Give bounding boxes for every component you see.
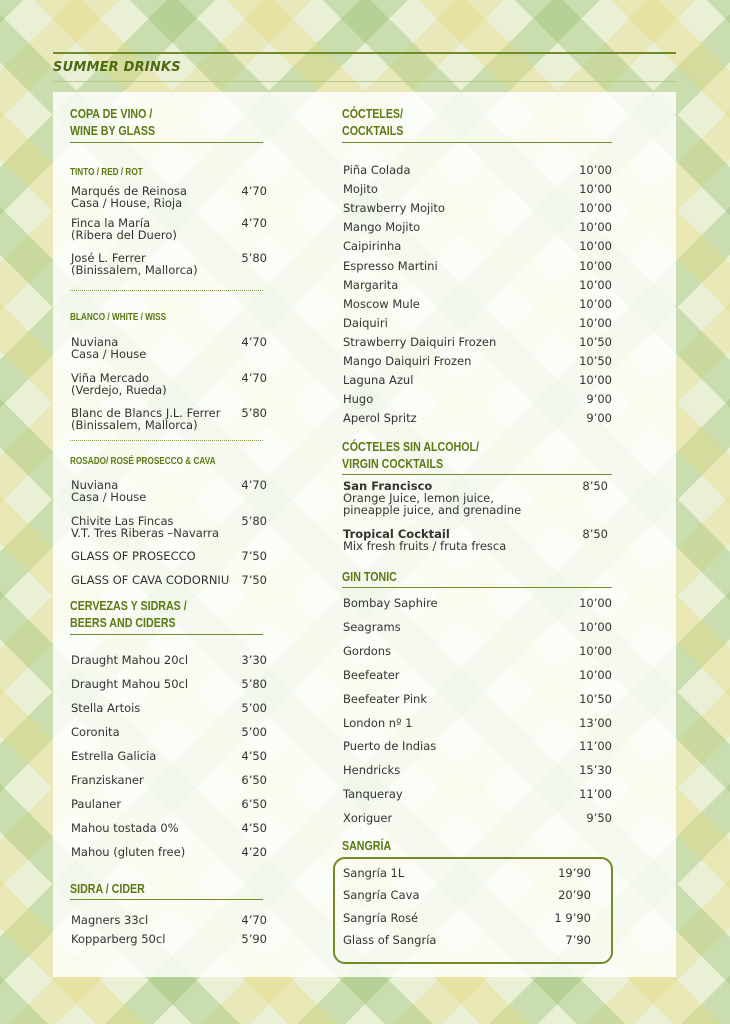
dotted-divider: [70, 290, 263, 291]
cider-title: SIDRA / CIDER: [70, 881, 145, 896]
cocktail-price: 10’50: [579, 334, 612, 349]
beer-price: 5’00: [241, 725, 267, 739]
sangria-price: 1 9’90: [554, 910, 591, 925]
beer-price: 6’50: [241, 797, 267, 811]
gin-item: Xoriguer: [343, 811, 393, 826]
beers-title-line1: CERVEZAS Y SIDRAS /: [70, 598, 187, 613]
cider-item: Kopparberg 50cl: [71, 932, 166, 946]
cocktail-item: Strawberry Mojito: [343, 201, 445, 216]
virgin-title-line2: VIRGIN COCKTAILS: [342, 456, 444, 471]
wine-price: 7’50: [241, 549, 267, 563]
wine-item: Nuviana Casa / House: [71, 335, 147, 361]
sangria-title: SANGRÍA: [342, 838, 392, 853]
wine-price: 7’50: [241, 573, 267, 587]
cocktail-price: 10’50: [579, 354, 612, 368]
beer-item: Draught Mahou 20cl: [71, 653, 189, 667]
cocktail-price: 9’00: [586, 411, 612, 426]
cocktail-item: Moscow Mule: [343, 296, 420, 311]
cocktails-title-line1: CÓCTELES/: [342, 106, 404, 121]
virgin-item: San Francisco Orange Juice, lemon juice, pineapple juice, and grenadine: [343, 479, 522, 517]
virgin-item: Tropical Cocktail Mix fresh fruits / fruta fresca: [343, 527, 507, 553]
cocktail-item: Hugo: [343, 392, 374, 407]
virgin-title: [342, 438, 479, 472]
cocktail-item: Espresso Martini: [343, 258, 438, 273]
cocktail-price: 10’00: [579, 220, 612, 235]
cider-item: Magners 33cl: [71, 913, 149, 927]
cider-price: 5’90: [241, 932, 267, 946]
beer-item: Franziskaner: [71, 773, 144, 787]
gin-price: 10’00: [579, 667, 612, 682]
beers-title-line2: BEERS AND CIDERS: [70, 615, 176, 630]
beer-price: 3’30: [241, 653, 267, 667]
page-title: SUMMER DRINKS: [53, 60, 181, 75]
top-rule: [53, 52, 676, 54]
cocktails-rule: [342, 142, 612, 143]
gin-price: 15’30: [579, 763, 612, 778]
gin-price: 9’50: [586, 811, 612, 826]
cocktail-item: Strawberry Daiquiri Frozen: [343, 334, 497, 349]
gin-price: 10’00: [579, 643, 612, 658]
gin-item: Beefeater Pink: [343, 691, 428, 706]
gin-price: 10’50: [579, 691, 612, 706]
sangria-item: Glass of Sangría: [343, 932, 437, 947]
sangria-price: 20’90: [558, 888, 591, 903]
wine-price: 4’70: [241, 335, 267, 349]
cocktail-price: 10’00: [579, 182, 612, 197]
beer-item: Paulaner: [71, 797, 122, 811]
cocktail-price: 10’00: [579, 258, 612, 273]
cocktail-price: 10’00: [579, 373, 612, 388]
beer-item: Coronita: [71, 725, 120, 739]
gin-price: 10’00: [579, 596, 612, 610]
wine-item: GLASS OF PROSECCO: [71, 549, 196, 563]
sangria-price: 19’90: [558, 866, 591, 880]
gin-rule: [342, 587, 612, 588]
beer-price: 4’20: [241, 845, 267, 859]
beers-title: [70, 597, 187, 631]
gin-item: Bombay Saphire: [343, 596, 438, 610]
gin-price: 11’00: [579, 787, 612, 802]
red-wine-label: TINTO / RED / ROT: [70, 167, 143, 178]
gin-item: Beefeater: [343, 667, 400, 682]
beer-item: Mahou (gluten free): [71, 845, 186, 859]
gin-item: Hendricks: [343, 763, 401, 778]
cocktail-price: 10’00: [579, 201, 612, 216]
wine-item: GLASS OF CAVA CODORNIU: [71, 573, 230, 587]
gin-item: Puerto de Indias: [343, 739, 437, 754]
dotted-divider: [70, 440, 263, 441]
virgin-rule: [342, 474, 612, 475]
wine-price: 5’80: [241, 251, 267, 265]
wine-item: Marqués de Reinosa Casa / House, Rioja: [71, 184, 187, 210]
cocktail-price: 10’00: [579, 163, 612, 177]
gin-item: Seagrams: [343, 619, 401, 634]
gin-item: London nº 1: [343, 715, 413, 730]
wine-item: Nuviana Casa / House: [71, 478, 147, 504]
gin-price: 13’00: [579, 715, 612, 730]
rose-wine-label: ROSADO/ ROSÉ PROSECCO & CAVA: [70, 456, 216, 467]
wine-item: Viña Mercado (Verdejo, Rueda): [71, 371, 167, 397]
wine-title-line1: COPA DE VINO /: [70, 106, 153, 121]
sangria-item: Sangría Rosé: [343, 910, 419, 925]
cocktail-item: Laguna Azul: [343, 373, 414, 388]
white-wine-label: BLANCO / WHITE / WISS: [70, 312, 167, 323]
beer-item: Stella Artois: [71, 701, 141, 715]
virgin-price: 8’50: [582, 527, 608, 541]
virgin-title-line1: CÓCTELES SIN ALCOHOL/: [342, 439, 480, 454]
beer-price: 5’80: [241, 677, 267, 691]
cocktails-title-line2: COCKTAILS: [342, 123, 404, 138]
wine-price: 4’70: [241, 216, 267, 230]
wine-item: Chivite Las Fincas V.T. Tres Riberas –Navarra: [71, 514, 220, 540]
sangria-item: Sangría 1L: [343, 866, 405, 880]
wine-price: 5’80: [241, 406, 267, 420]
cocktail-item: Margarita: [343, 277, 399, 292]
cocktail-price: 9’00: [586, 392, 612, 407]
wine-price: 4’70: [241, 478, 267, 492]
wine-title-line2: WINE BY GLASS: [70, 123, 156, 138]
cocktail-item: Mango Daiquiri Frozen: [343, 354, 472, 368]
cocktail-item: Caipirinha: [343, 239, 402, 254]
beer-price: 5’00: [241, 701, 267, 715]
beer-price: 4’50: [241, 821, 267, 835]
virgin-price: 8’50: [582, 479, 608, 493]
cocktail-item: Aperol Spritz: [343, 411, 417, 426]
cocktail-item: Mojito: [343, 182, 378, 197]
gin-price: 11’00: [579, 739, 612, 754]
wine-price: 5’80: [241, 514, 267, 528]
beer-price: 6’50: [241, 773, 267, 787]
cocktail-price: 10’00: [579, 296, 612, 311]
cocktail-price: 10’00: [579, 315, 612, 330]
wine-title: [70, 105, 155, 139]
gin-title: GIN TONIC: [342, 569, 397, 584]
wine-item: Finca la María (Ribera del Duero): [71, 216, 177, 242]
title-rule: [53, 81, 676, 82]
wine-price: 4’70: [241, 371, 267, 385]
cider-price: 4’70: [241, 913, 267, 927]
beer-item: Draught Mahou 50cl: [71, 677, 189, 691]
cocktails-title: [342, 105, 403, 139]
sangria-price: 7’90: [565, 932, 591, 947]
cocktail-item: Daiquiri: [343, 315, 388, 330]
beer-price: 4’50: [241, 749, 267, 763]
cider-rule: [70, 899, 263, 900]
wine-rule: [70, 142, 263, 143]
cocktail-item: Piña Colada: [343, 163, 411, 177]
beer-item: Estrella Galicia: [71, 749, 157, 763]
beer-item: Mahou tostada 0%: [71, 821, 179, 835]
gin-item: Tanqueray: [343, 787, 403, 802]
wine-price: 4’70: [241, 184, 267, 198]
cocktail-item: Mango Mojito: [343, 220, 421, 235]
gin-item: Gordons: [343, 643, 392, 658]
cocktail-price: 10’00: [579, 277, 612, 292]
gin-price: 10’00: [579, 619, 612, 634]
cocktail-price: 10’00: [579, 239, 612, 254]
sangria-item: Sangría Cava: [343, 888, 420, 903]
wine-item: José L. Ferrer (Binissalem, Mallorca): [71, 251, 198, 277]
beers-rule: [70, 634, 263, 635]
wine-item: Blanc de Blancs J.L. Ferrer (Binissalem, Mallorca): [71, 406, 221, 432]
